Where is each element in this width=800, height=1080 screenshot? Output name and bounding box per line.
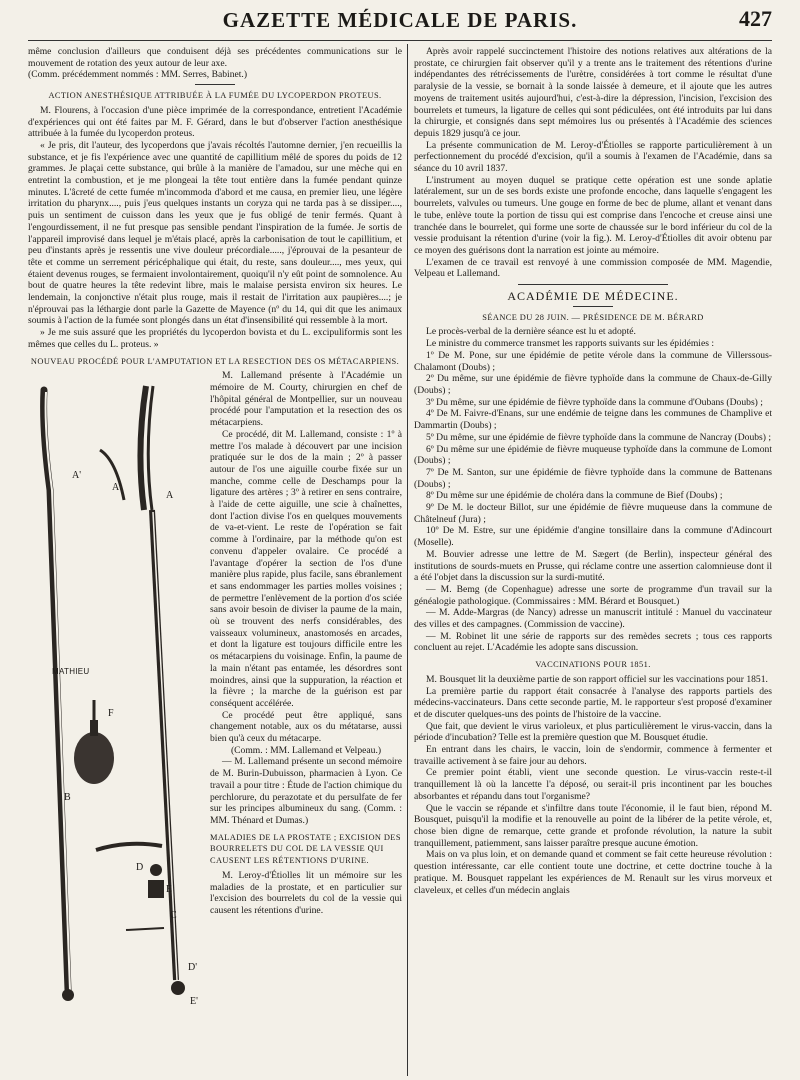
paragraph: La présente communication de M. Leroy-d'Étiolles se rapporte particulièrement à un perfectionnement du procédé d'excision, qu'il a soumis à l'examen de l'Académie, dans sa séance du 10 avril 1837. xyxy=(414,139,772,175)
paragraph: — M. Robinet lit une série de rapports sur des remèdes secrets ; tous ces rapports concluent au rejet. L'Académie les adopte sans discussion. xyxy=(414,630,772,654)
figure-side-text xyxy=(206,370,402,1010)
list-item: 6º Du même sur une épidémie de fièvre muqueuse typhoïde dans la commune de Lomont (Doubs) ; xyxy=(414,443,772,467)
figure-letter: A' xyxy=(112,482,122,494)
list-item: 7º De M. Santon, sur une épidémie de fièvre typhoïde dans la commune de Battenans (Doubs) ; xyxy=(414,466,772,490)
paragraph: — M. Adde-Margras (de Nancy) adresse un manuscrit intitulé : Manuel du vaccinateur des villes et des campagnes. (Commission de vaccine). xyxy=(414,607,772,631)
paragraph: » Je me suis assuré que les propriétés du lycoperdon bovista et du L. excipuliformis sont les mêmes que celles du L. proteus. » xyxy=(28,327,402,350)
epidemic-list xyxy=(414,350,772,549)
figure-letter: F xyxy=(108,708,114,720)
list-item: 1º De M. Pone, sur une épidémie de petite vérole dans la commune de Villerssous-Chalamont (Doubs) ; xyxy=(414,349,772,373)
figure-and-text xyxy=(28,370,402,1010)
paragraph: — M. Lallemand présente un second mémoire de M. Burin-Dubuisson, pharmacien à Lyon. Ce travail a pour titre : Étude de l'action chimique du perchlorure, du perazotate et du persulfate de fer sur les principes albumineux du sang. (Comm. : MM. Thénard et Dumas.) xyxy=(210,756,402,826)
paragraph: — M. Bemg (de Copenhague) adresse une sorte de programme d'un travail sur la généalogie pathologique. (Commissaires : MM. Bérard et Bousquet.) xyxy=(414,583,772,607)
figure-letter: D' xyxy=(188,962,198,974)
paragraph: Que le vaccin se répande et s'infiltre dans toute l'économie, il le faut bien, répond M. Bousquet, puisqu'il la modifie et la renouvelle au point de la libérer de la petite vérole, et, chose bien digne de remarque, cette grande et profonde révolution, la nature la subit tranquillement, patiemment, sans laisser paraître presque aucune émotion. xyxy=(414,802,772,849)
paragraph: Mais on va plus loin, et on demande quand et comment se fait cette heureuse révolution : question intéressante, car elle contient toute une doctrine, et cette doctrine touche à la pratique. M. Bousquet rappelant les expériences de M. Renault sur les virus morveux et claveleux, et celles d'un médecin anglais xyxy=(414,849,772,896)
paragraph: même conclusion d'ailleurs que conduisent déjà ses précédentes communications sur le mouvement de rotation des yeux autour de leur axe. xyxy=(28,46,402,69)
paragraph: « Je pris, dit l'auteur, des lycoperdons que j'avais récoltés l'automne dernier, j'en recueillis la substance, et je fis l'expérience avec une quantité de capillitium mêlé de spores du poids de 12 grammes. Je plaçai cette substance, qui brûle à la manière de l'amadou, sur une mèche qui en entretint la combustion, et je me plongeai la tête tout entière dans la fumée pendant quinze minutes. L'âcreté de cette fumée m'incommoda d'abord et me causa, en premier lieu, une légère irritation du pharynx...., puis j'eus quelques instants un coryza qui ne tarda pas à se dissiper...., puis un sentiment de cuisson dans les yeux que je fus obligé de tenir fermés. Quant à l'engourdissement, il ne fut presque pas sensible pendant l'inspiration de la fumée. Je sortis de l'appareil improvisé dans lequel je m'étais placé, après la carbonisation de tout le capillitium, et peu d'instants après je ressentis une vive douleur précordiale....., j'éprouvai de la pesanteur de tête et comme un serrement péricéphalique qui était, du reste, sans douleur...., mes yeux, qui étaient devenus rouges, se fermaient involontairement, quoiqu'il n'y eût point de somnolence. Au bout de quatre heures la tête redevint libre, mais le malaise persista environ six heures. Le lendemain, la conjonctive n'était plus rouge, mais il restait de l'irritation aux paupières....; je n'éprouvai pas la léthargie dont parle la Gazette de Mayence (nº du 14, qui dit que les animaux soumis à l'action de la fumée sont plongés dans un état d'insensibilité qui ressemble à la mort. xyxy=(28,139,402,327)
paragraph: La première partie du rapport était consacrée à l'analyse des rapports partiels des médecins-vaccinateurs. Dans cette seconde partie, M. le rapporteur s'est proposé d'examiner et de discuter quelques-uns des points de l'histoire de la vaccine. xyxy=(414,685,772,720)
paragraph: L'instrument au moyen duquel se pratique cette opération est une sonde aplatie latéralement, sur un de ses bords existe une profonde encoche, dans laquelle s'engagent les bourrelets, valvules ou tumeurs. Une gouge en forme de bec de plume, allant et venant dans le tube, enlève toute la portion de tissu qui est comprise dans l'encoche et creuse ainsi une tranchée dans le bourrelet, qui forme une sorte de chaussée sur le bord inférieur du col de la vessie produisant la rétention d'urine (voir la fig.). M. Leroy-d'Étiolles dit avoir obtenu par ce moyen des guérisons dont la narration est jointe au mémoire. xyxy=(414,174,772,256)
list-item: 3º Du même, sur une épidémie de fièvre typhoïde dans la commune d'Oubans (Doubs) ; xyxy=(426,396,763,408)
separator xyxy=(573,306,613,307)
column-divider xyxy=(407,44,408,1076)
paragraph: Ce premier point établi, vient une seconde question. Le virus-vaccin reste-t-il tranquillement là où la lancette l'a déposé, ou serait-il pris incontinent par les bouches absorbantes et répandu dans tout l'organisme? xyxy=(414,767,772,802)
section-heading: VACCINATIONS POUR 1851. xyxy=(535,660,651,670)
list-item: 4º De M. Faivre-d'Enans, sur une endémie de teigne dans les communes de Champlive et Dammartin (Doubs) ; xyxy=(414,408,772,432)
paragraph: M. Leroy-d'Étiolles lit un mémoire sur les maladies de la prostate, et en particulier sur l'excision des bourrelets du col de la vessie qui causent les rétentions d'urine. xyxy=(210,869,402,916)
paragraph: Que fait, que devient le virus varioleux, et plus particulièrement le virus-vaccin, dans la période d'incubation? Telle est la première question que M. Bousquet étudie. xyxy=(414,720,772,744)
paragraph: M. Flourens, à l'occasion d'une pièce imprimée de la correspondance, entretient l'Académie d'expériences qui ont été faites par M. F. Gérard, dans le but d'observer l'action anesthésique attribuée à la fumée du lycoperdon proteus. xyxy=(28,104,402,140)
commission-note: (Comm. précédemment nommés : MM. Serres, Babinet.) xyxy=(28,69,248,81)
instrument-illustration xyxy=(28,370,206,1010)
separator xyxy=(518,284,668,285)
list-item: 5º Du même, sur une épidémie de fièvre typhoïde dans la commune de Nancray (Doubs) ; xyxy=(426,431,772,443)
commission-note: (Comm. : MM. Lallemand et Velpeau.) xyxy=(230,744,382,756)
paragraph: Le ministre du commerce transmet les rapports suivants sur les épidémies : xyxy=(426,338,715,350)
list-item: 10º De M. Estre, sur une épidémie d'angine tonsillaire dans la commune d'Adincourt (Moselle). xyxy=(414,525,772,549)
journal-title: GAZETTE MÉDICALE DE PARIS. xyxy=(222,8,578,32)
paragraph: M. Lallemand présente à l'Académie un mémoire de M. Courty, chirurgien en chef de l'hôpital général de Montpellier, sur un nouveau procédé pour l'amputation et la resection des os métacarpiens. xyxy=(210,370,402,429)
figure-letter: D xyxy=(136,862,144,874)
page-header xyxy=(28,6,772,41)
figure-maker-label: MATHIEU xyxy=(52,667,90,677)
section-heading: MALADIES DE LA PROSTATE ; EXCISION DES BOURRELETS DU COL DE LA VESSIE QUI CAUSENT LES RÉTENTIONS D'URINE. xyxy=(210,832,401,866)
figure-letter: E xyxy=(166,884,173,896)
right-column xyxy=(414,46,772,1076)
paragraph: M. Bouvier adresse une lettre de M. Sægert (de Berlin), inspecteur général des institutions de sourds-muets en Prusse, qui réclame contre une assertion calomnieuse dont il a été l'objet dans la discussion sur la surdi-mutité. xyxy=(414,548,772,584)
session-heading: SÉANCE DU 28 JUIN. — PRÉSIDENCE DE M. BÉRARD xyxy=(482,312,704,322)
paragraph: L'examen de ce travail est renvoyé à une commission composée de MM. Magendie, Velpeau et Lallemand. xyxy=(414,256,772,280)
paragraph: Après avoir rappelé succinctement l'histoire des notions relatives aux altérations de la prostate, ce chirurgien fait observer qu'il y a trente ans le traitement des rétentions d'urine indépendantes des rétrécissements de l'urètre, considérées à tort comme le résultat d'une paralysie de la vessie, se bornait à la sonde laissée à demeure, et il ajoute que les autres moyens de traitement usités aujourd'hui, c'est-à-dire la dépression, l'incision, l'excision des bourrelets et tumeurs, la ligature de celles qui sont pédiculées, ont été introduits par lui dans la chirurgie, et consignés dans sept mémoires lus ou présentés à l'Académie des sciences depuis 1829 jusqu'à ce jour. xyxy=(414,46,772,139)
section-heading: NOUVEAU PROCÉDÉ POUR L'AMPUTATION ET LA RESECTION DES OS MÉTACARPIENS. xyxy=(30,356,400,366)
figure-letter: B xyxy=(64,792,71,804)
paragraph: Ce procédé, dit M. Lallemand, consiste : 1º à mettre l'os malade à découvert par une incision pratiquée sur le dos de la main ; 2º à passer autour de l'os une aiguille courbe fixée sur un manche, comme celle de Deschamps pour la ligature des artères ; 3º à retirer en sens contraire, à l'aide de cette aiguille, une scie à chaînettes, dont l'action divise l'os en quelques mouvements de va-et-vient. Le reste de l'opération se fait comme à l'ordinaire, par la méthode qu'on est convenu d'appeler ovalaire. Ce procédé a l'avantage d'opérer la section de l'os d'une manière plus rapide, plus facile, sans ébranlement et sans endommager les parties molles voisines ; de permettre l'enlèvement de la portion d'os sciée sans avoir besoin de diviser la paume de la main, où se trouvent des nerfs considérables, des vaisseaux volumineux, anastomosés en arcades, et dont la ligature est toujours difficile entre les os métacarpiens du voisinage. Enfin, la paume de la main n'étant pas entamée, les désordres sont moindres, ainsi que la suppuration, la réaction et la fièvre ; la marche de la guérison est par conséquent accélérée. xyxy=(210,428,402,709)
academy-heading: ACADÉMIE DE MÉDECINE. xyxy=(507,289,679,304)
figure-letter: C xyxy=(170,910,177,922)
surgical-instrument-figure xyxy=(28,370,206,1010)
separator xyxy=(195,84,235,85)
left-column xyxy=(28,46,402,1076)
section-heading: ACTION ANESTHÉSIQUE ATTRIBUÉE À LA FUMÉE DU LYCOPERDON PROTEUS. xyxy=(48,91,382,101)
paragraph: Ce procédé peut être appliqué, sans changement notable, aux os du métatarse, aussi bien qu'à ceux du métacarpe. xyxy=(210,709,402,745)
figure-letter: E' xyxy=(190,996,198,1008)
figure-letter: A xyxy=(166,490,174,502)
page-number: 427 xyxy=(739,6,772,31)
paragraph: M. Bousquet lit la deuxième partie de son rapport officiel sur les vaccinations pour 1851. xyxy=(426,673,768,685)
list-item: 2º Du même, sur une épidémie de fièvre typhoïde dans la commune de Chaux-de-Gilly (Doubs) ; xyxy=(414,373,772,396)
paragraph: Le procès-verbal de la dernière séance est lu et adopté. xyxy=(426,326,636,338)
list-item: 9º De M. le docteur Billot, sur une épidémie de fièvre muqueuse dans la commune de Châtelneuf (Jura) ; xyxy=(414,502,772,525)
list-item: 8º Du même sur une épidémie de choléra dans la commune de Bief (Doubs) ; xyxy=(426,490,723,502)
paragraph: En entrant dans les chairs, le vaccin, loin de s'endormir, commence à fermenter et travaille activement à se faire jour au dehors. xyxy=(414,744,772,767)
figure-letter: A' xyxy=(72,470,82,482)
